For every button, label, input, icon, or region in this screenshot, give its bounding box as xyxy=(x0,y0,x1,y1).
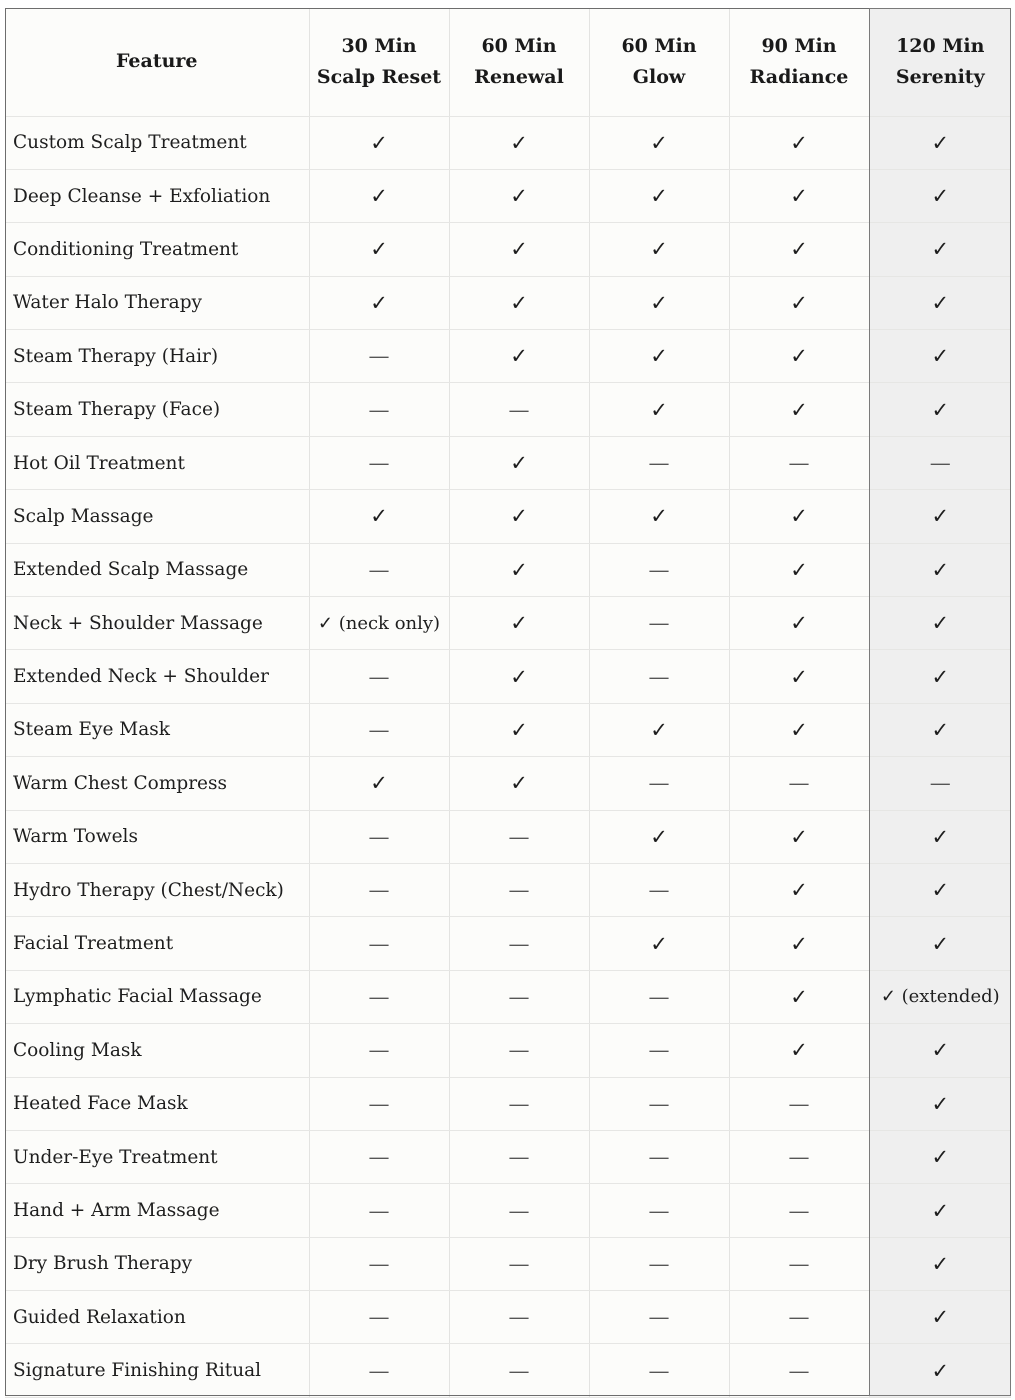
feature-cell: Extended Scalp Massage xyxy=(5,543,309,596)
included-cell-120-min-serenity: ✓ xyxy=(869,223,1011,276)
feature-cell: Steam Eye Mask xyxy=(5,703,309,756)
not-included-cell-90-min-radiance: — xyxy=(729,1237,869,1290)
not-included-cell-90-min-radiance: — xyxy=(729,1291,869,1344)
table-row xyxy=(5,757,1011,810)
included-cell-60-min-renewal: ✓ xyxy=(449,223,589,276)
service-comparison-table xyxy=(5,8,1011,1398)
feature-cell: Cooling Mask xyxy=(5,1024,309,1077)
included-cell-90-min-radiance: ✓ xyxy=(729,1024,869,1077)
feature-cell: Conditioning Treatment xyxy=(5,223,309,276)
included-cell-90-min-radiance: ✓ xyxy=(729,223,869,276)
included-cell-60-min-glow: ✓ xyxy=(589,116,729,169)
not-included-cell-60-min-glow: — xyxy=(589,970,729,1023)
not-included-cell-60-min-glow: — xyxy=(589,650,729,703)
included-cell-30-min-scalp-reset: ✓ xyxy=(309,757,449,810)
included-cell-90-min-radiance: ✓ xyxy=(729,863,869,916)
feature-cell: Steam Therapy (Hair) xyxy=(5,330,309,383)
feature-cell: Dry Brush Therapy xyxy=(5,1237,309,1290)
not-included-cell-60-min-glow: — xyxy=(589,1291,729,1344)
table-row xyxy=(5,436,1011,489)
not-included-cell-30-min-scalp-reset: — xyxy=(309,543,449,596)
feature-cell: Hydro Therapy (Chest/Neck) xyxy=(5,863,309,916)
table-row xyxy=(5,1024,1011,1077)
header-feature: Feature xyxy=(5,8,309,116)
included-cell-90-min-radiance: ✓ xyxy=(729,490,869,543)
not-included-cell-30-min-scalp-reset: — xyxy=(309,1291,449,1344)
included-cell-60-min-glow: ✓ xyxy=(589,169,729,222)
header-60-min-glow: 60 Min Glow xyxy=(589,8,729,116)
table-row xyxy=(5,330,1011,383)
included-cell-120-min-serenity: ✓ xyxy=(869,543,1011,596)
included-cell-30-min-scalp-reset: ✓ xyxy=(309,276,449,329)
feature-cell: Hand + Arm Massage xyxy=(5,1184,309,1237)
included-cell-30-min-scalp-reset: ✓ xyxy=(309,116,449,169)
included-cell-60-min-renewal: ✓ xyxy=(449,276,589,329)
included-cell-90-min-radiance: ✓ xyxy=(729,330,869,383)
comparison-table-container xyxy=(5,8,1011,1398)
included-cell-120-min-serenity: ✓ xyxy=(869,810,1011,863)
feature-cell: Under-Eye Treatment xyxy=(5,1130,309,1183)
not-included-cell-60-min-glow: — xyxy=(589,1024,729,1077)
not-included-cell-60-min-glow: — xyxy=(589,1344,729,1397)
header-90-min-radiance: 90 Min Radiance xyxy=(729,8,869,116)
not-included-cell-60-min-renewal: — xyxy=(449,1344,589,1397)
included-cell-120-min-serenity: ✓ xyxy=(869,1024,1011,1077)
included-cell-120-min-serenity: ✓ xyxy=(869,863,1011,916)
not-included-cell-30-min-scalp-reset: — xyxy=(309,1184,449,1237)
included-cell-120-min-serenity: ✓ xyxy=(869,597,1011,650)
included-cell-60-min-renewal: ✓ xyxy=(449,757,589,810)
included-cell-120-min-serenity: ✓ xyxy=(869,490,1011,543)
not-included-cell-30-min-scalp-reset: — xyxy=(309,810,449,863)
table-row xyxy=(5,490,1011,543)
not-included-cell-30-min-scalp-reset: — xyxy=(309,330,449,383)
included-cell-90-min-radiance: ✓ xyxy=(729,543,869,596)
included-cell-90-min-radiance: ✓ xyxy=(729,383,869,436)
feature-cell: Deep Cleanse + Exfoliation xyxy=(5,169,309,222)
included-cell-120-min-serenity: ✓ xyxy=(869,1237,1011,1290)
table-header xyxy=(5,8,1011,116)
feature-cell: Scalp Massage xyxy=(5,490,309,543)
included-cell-90-min-radiance: ✓ xyxy=(729,597,869,650)
header-row xyxy=(5,8,1011,116)
not-included-cell-60-min-renewal: — xyxy=(449,1184,589,1237)
included-cell-30-min-scalp-reset: ✓ xyxy=(309,223,449,276)
included-cell-90-min-radiance: ✓ xyxy=(729,810,869,863)
not-included-cell-60-min-glow: — xyxy=(589,1130,729,1183)
not-included-cell-60-min-renewal: — xyxy=(449,1024,589,1077)
table-body xyxy=(5,116,1011,1397)
not-included-cell-60-min-renewal: — xyxy=(449,970,589,1023)
not-included-cell-30-min-scalp-reset: — xyxy=(309,703,449,756)
not-included-cell-60-min-renewal: — xyxy=(449,1130,589,1183)
included-cell-90-min-radiance: ✓ xyxy=(729,169,869,222)
table-row xyxy=(5,597,1011,650)
table-row xyxy=(5,1291,1011,1344)
included-cell-90-min-radiance: ✓ xyxy=(729,276,869,329)
included-cell-120-min-serenity: ✓ xyxy=(869,1184,1011,1237)
table-row xyxy=(5,276,1011,329)
feature-cell: Warm Chest Compress xyxy=(5,757,309,810)
included-cell-60-min-glow: ✓ xyxy=(589,917,729,970)
feature-cell: Neck + Shoulder Massage xyxy=(5,597,309,650)
feature-cell: Water Halo Therapy xyxy=(5,276,309,329)
not-included-cell-30-min-scalp-reset: — xyxy=(309,383,449,436)
table-row xyxy=(5,116,1011,169)
included-cell-30-min-scalp-reset: ✓ xyxy=(309,169,449,222)
table-row xyxy=(5,223,1011,276)
not-included-cell-60-min-glow: — xyxy=(589,1077,729,1130)
included-cell-120-min-serenity: ✓ xyxy=(869,1344,1011,1397)
not-included-cell-60-min-renewal: — xyxy=(449,810,589,863)
header-60-min-renewal: 60 Min Renewal xyxy=(449,8,589,116)
not-included-cell-60-min-glow: — xyxy=(589,757,729,810)
not-included-cell-30-min-scalp-reset: — xyxy=(309,650,449,703)
included-cell-120-min-serenity: ✓ xyxy=(869,650,1011,703)
not-included-cell-90-min-radiance: — xyxy=(729,1130,869,1183)
not-included-cell-30-min-scalp-reset: — xyxy=(309,863,449,916)
table-row xyxy=(5,543,1011,596)
not-included-cell-60-min-renewal: — xyxy=(449,1291,589,1344)
feature-cell: Lymphatic Facial Massage xyxy=(5,970,309,1023)
not-included-cell-30-min-scalp-reset: — xyxy=(309,1077,449,1130)
not-included-cell-30-min-scalp-reset: — xyxy=(309,436,449,489)
not-included-cell-30-min-scalp-reset: — xyxy=(309,1130,449,1183)
not-included-cell-30-min-scalp-reset: — xyxy=(309,1237,449,1290)
included-cell-90-min-radiance: ✓ xyxy=(729,116,869,169)
table-row xyxy=(5,917,1011,970)
not-included-cell-60-min-renewal: — xyxy=(449,383,589,436)
included-cell-90-min-radiance: ✓ xyxy=(729,703,869,756)
not-included-cell-30-min-scalp-reset: — xyxy=(309,917,449,970)
included-cell-60-min-renewal: ✓ xyxy=(449,490,589,543)
included-cell-120-min-serenity: ✓ xyxy=(869,703,1011,756)
included-cell-60-min-glow: ✓ xyxy=(589,223,729,276)
table-row xyxy=(5,1184,1011,1237)
table-row xyxy=(5,810,1011,863)
feature-cell: Signature Finishing Ritual xyxy=(5,1344,309,1397)
included-cell-60-min-renewal: ✓ xyxy=(449,597,589,650)
not-included-cell-90-min-radiance: — xyxy=(729,436,869,489)
not-included-cell-30-min-scalp-reset: — xyxy=(309,1024,449,1077)
not-included-cell-60-min-renewal: — xyxy=(449,863,589,916)
included-cell-120-min-serenity: ✓ (extended) xyxy=(869,970,1011,1023)
not-included-cell-90-min-radiance: — xyxy=(729,1344,869,1397)
not-included-cell-120-min-serenity: — xyxy=(869,436,1011,489)
not-included-cell-60-min-renewal: — xyxy=(449,917,589,970)
not-included-cell-60-min-glow: — xyxy=(589,436,729,489)
not-included-cell-120-min-serenity: — xyxy=(869,757,1011,810)
included-cell-30-min-scalp-reset: ✓ xyxy=(309,490,449,543)
feature-cell: Warm Towels xyxy=(5,810,309,863)
table-row xyxy=(5,1344,1011,1397)
included-cell-120-min-serenity: ✓ xyxy=(869,330,1011,383)
table-row xyxy=(5,650,1011,703)
not-included-cell-90-min-radiance: — xyxy=(729,757,869,810)
not-included-cell-60-min-glow: — xyxy=(589,863,729,916)
not-included-cell-90-min-radiance: — xyxy=(729,1077,869,1130)
table-row xyxy=(5,1130,1011,1183)
included-cell-60-min-renewal: ✓ xyxy=(449,169,589,222)
included-cell-60-min-renewal: ✓ xyxy=(449,436,589,489)
included-cell-90-min-radiance: ✓ xyxy=(729,917,869,970)
not-included-cell-60-min-glow: — xyxy=(589,543,729,596)
included-cell-60-min-glow: ✓ xyxy=(589,810,729,863)
feature-cell: Guided Relaxation xyxy=(5,1291,309,1344)
included-cell-120-min-serenity: ✓ xyxy=(869,917,1011,970)
table-row xyxy=(5,1077,1011,1130)
included-cell-90-min-radiance: ✓ xyxy=(729,970,869,1023)
table-row xyxy=(5,703,1011,756)
not-included-cell-30-min-scalp-reset: — xyxy=(309,970,449,1023)
not-included-cell-30-min-scalp-reset: — xyxy=(309,1344,449,1397)
not-included-cell-60-min-glow: — xyxy=(589,1237,729,1290)
included-cell-60-min-glow: ✓ xyxy=(589,383,729,436)
included-cell-90-min-radiance: ✓ xyxy=(729,650,869,703)
included-cell-60-min-renewal: ✓ xyxy=(449,543,589,596)
not-included-cell-60-min-renewal: — xyxy=(449,1077,589,1130)
included-cell-120-min-serenity: ✓ xyxy=(869,276,1011,329)
included-cell-120-min-serenity: ✓ xyxy=(869,1077,1011,1130)
feature-cell: Facial Treatment xyxy=(5,917,309,970)
feature-cell: Steam Therapy (Face) xyxy=(5,383,309,436)
table-row xyxy=(5,1237,1011,1290)
included-cell-60-min-glow: ✓ xyxy=(589,330,729,383)
feature-cell: Hot Oil Treatment xyxy=(5,436,309,489)
feature-cell: Heated Face Mask xyxy=(5,1077,309,1130)
table-row xyxy=(5,169,1011,222)
not-included-cell-90-min-radiance: — xyxy=(729,1184,869,1237)
feature-cell: Extended Neck + Shoulder xyxy=(5,650,309,703)
not-included-cell-60-min-glow: — xyxy=(589,597,729,650)
included-cell-30-min-scalp-reset: ✓ (neck only) xyxy=(309,597,449,650)
included-cell-60-min-glow: ✓ xyxy=(589,703,729,756)
table-row xyxy=(5,970,1011,1023)
header-30-min-scalp-reset: 30 Min Scalp Reset xyxy=(309,8,449,116)
table-row xyxy=(5,383,1011,436)
included-cell-120-min-serenity: ✓ xyxy=(869,1291,1011,1344)
included-cell-60-min-renewal: ✓ xyxy=(449,650,589,703)
table-row xyxy=(5,863,1011,916)
included-cell-60-min-renewal: ✓ xyxy=(449,703,589,756)
included-cell-120-min-serenity: ✓ xyxy=(869,116,1011,169)
included-cell-60-min-glow: ✓ xyxy=(589,490,729,543)
included-cell-60-min-renewal: ✓ xyxy=(449,116,589,169)
included-cell-60-min-glow: ✓ xyxy=(589,276,729,329)
feature-cell: Custom Scalp Treatment xyxy=(5,116,309,169)
included-cell-120-min-serenity: ✓ xyxy=(869,383,1011,436)
header-120-min-serenity: 120 Min Serenity xyxy=(869,8,1011,116)
not-included-cell-60-min-glow: — xyxy=(589,1184,729,1237)
included-cell-120-min-serenity: ✓ xyxy=(869,169,1011,222)
included-cell-120-min-serenity: ✓ xyxy=(869,1130,1011,1183)
not-included-cell-60-min-renewal: — xyxy=(449,1237,589,1290)
included-cell-60-min-renewal: ✓ xyxy=(449,330,589,383)
